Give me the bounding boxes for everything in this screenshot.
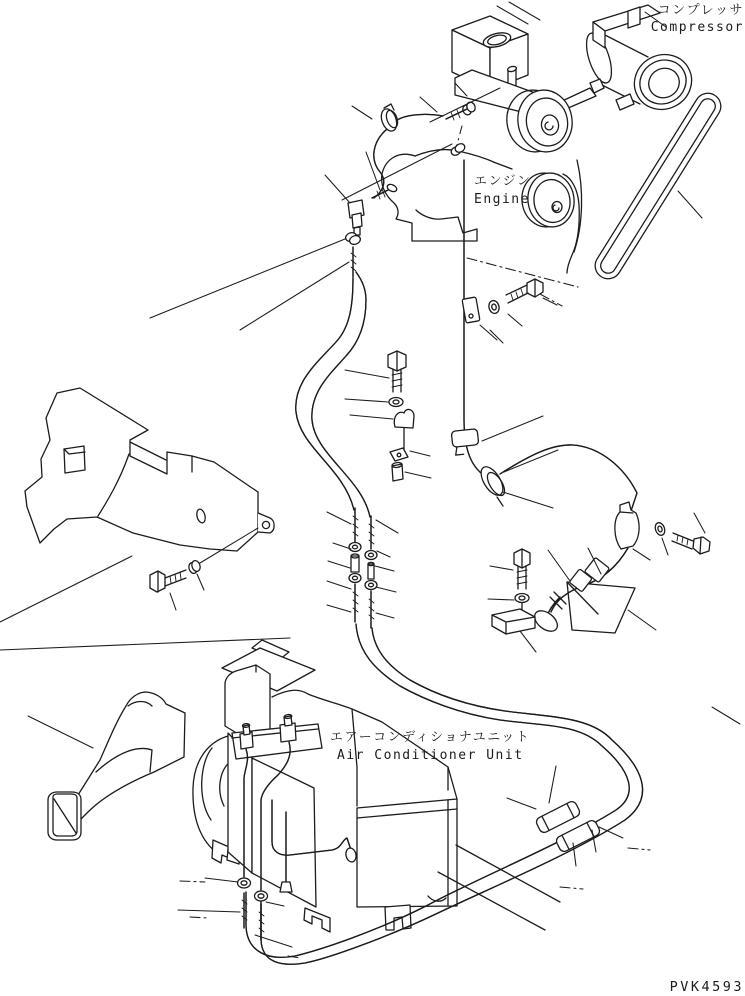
duct-bolt	[150, 560, 204, 610]
engine-label-ja: エンジン	[474, 174, 532, 189]
part-code: PVK4593	[669, 979, 744, 995]
hose-plate	[567, 582, 635, 633]
blower-housing	[193, 736, 228, 856]
suction-hose	[531, 548, 656, 635]
engine-fittings	[150, 152, 398, 330]
saddle-washer	[515, 594, 529, 603]
unit-connections	[178, 878, 292, 947]
saddle-bracket	[492, 609, 535, 634]
unit-access-panel	[357, 799, 457, 907]
heater-duct-lower	[28, 692, 185, 840]
pipe-clamp	[451, 429, 479, 448]
ac-unit	[193, 640, 560, 932]
v-belt	[590, 88, 725, 283]
compressor-mount-assembly	[342, 2, 596, 200]
ac-unit-label-ja: エアーコンディショナユニット	[330, 730, 531, 745]
refrigerant-loop	[246, 624, 740, 964]
hose-saddle-fasteners	[488, 549, 536, 652]
bracket-bolt	[672, 533, 710, 554]
fastener-cluster-a	[345, 351, 431, 481]
ac-unit-label-en: Air Conditioner Unit	[337, 748, 524, 763]
hose-fitting-columns	[327, 508, 398, 628]
pipe-bracket	[615, 502, 639, 549]
compressor-label-en: Compressor	[650, 20, 744, 35]
heater-duct-upper	[0, 388, 290, 650]
pipe-saddle	[394, 409, 414, 428]
bracket-washer	[654, 521, 667, 536]
duct-tab	[258, 513, 274, 533]
engine-label-en: Engine	[474, 192, 530, 207]
upper-hoses	[296, 272, 370, 517]
engine-bolt	[506, 279, 543, 303]
compressor-label-ja: コンプレッサ	[657, 3, 744, 18]
engine-bolt-cluster	[462, 279, 557, 340]
